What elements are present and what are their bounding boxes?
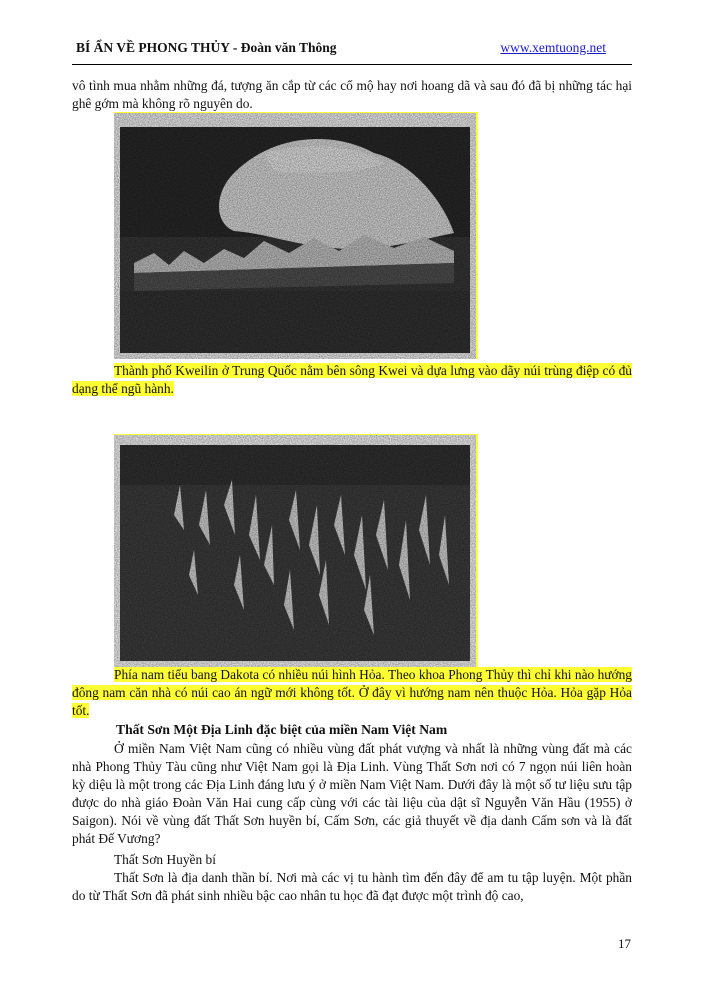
photo2-caption-text: Phía nam tiểu bang Dakota có nhiều núi hình Hỏa. Theo khoa Phong Thủy thì chỉ khi nào hướng đông nam căn nhà có núi cao án ngữ mới không tốt. Ở đây vì hướng nam nên thuộc Hỏa. Hỏa gặp Hỏa tốt.: [72, 667, 632, 718]
intro-paragraph: vô tình mua nhằm những đá, tượng ăn cắp từ các cổ mộ hay nơi hoang dã và sau đó đã bị những tác hại ghê gớm mà không rõ nguyên do.: [72, 78, 632, 111]
page-number: 17: [618, 936, 631, 951]
section-heading: Thất Sơn Một Địa Linh đặc biệt của miền Nam Việt Nam: [116, 722, 448, 737]
section-body: Ở miền Nam Việt Nam cũng có nhiều vùng đất phát vượng và nhất là những vùng đất mà các nhà Phong Thủy Tàu cũng như Việt Nam gọi là Địa Linh. Vùng Thất Sơn nơi có 7 ngọn núi liên hoàn kỳ diệu là một trong các Địa Linh đáng lưu ý ở miền Nam Việt Nam. Dưới đây là một số tư liệu sưu tập được do nhà giáo Đoàn Văn Hai cung cấp cùng với các tài liệu của dật sĩ Nguyễn Văn Hầu (1955) ở Saigon). Nói về vùng đất Thất Sơn huyền bí, Cấm Sơn, các giả thuyết về địa danh Cấm sơn và là đất phát Đế Vương?: [72, 741, 632, 846]
kweilin-photo: [114, 112, 478, 359]
document-title: BÍ ẨN VỀ PHONG THỦY - Đoàn văn Thông: [76, 40, 337, 55]
photo1-caption: [72, 362, 632, 398]
closing-paragraph: Thất Sơn là địa danh thần bí. Nơi mà các vị tu hành tìm đến đây để am tu tập luyện. Một phần do từ Thất Sơn đã phát sinh nhiều bậc cao nhân tu học đã đạt được một trình độ cao,: [72, 870, 632, 903]
dakota-photo: [114, 434, 478, 667]
photo2-caption: [72, 666, 632, 720]
website-link[interactable]: www.xemtuong.net: [500, 40, 606, 55]
photo1-caption-text: Thành phố Kweilin ở Trung Quốc nằm bên sông Kwei và dựa lưng vào dãy núi trùng điệp có đủ dạng thể ngũ hành.: [72, 363, 632, 396]
page-header: [72, 40, 632, 65]
subheading: Thất Sơn Huyền bí: [114, 852, 216, 867]
